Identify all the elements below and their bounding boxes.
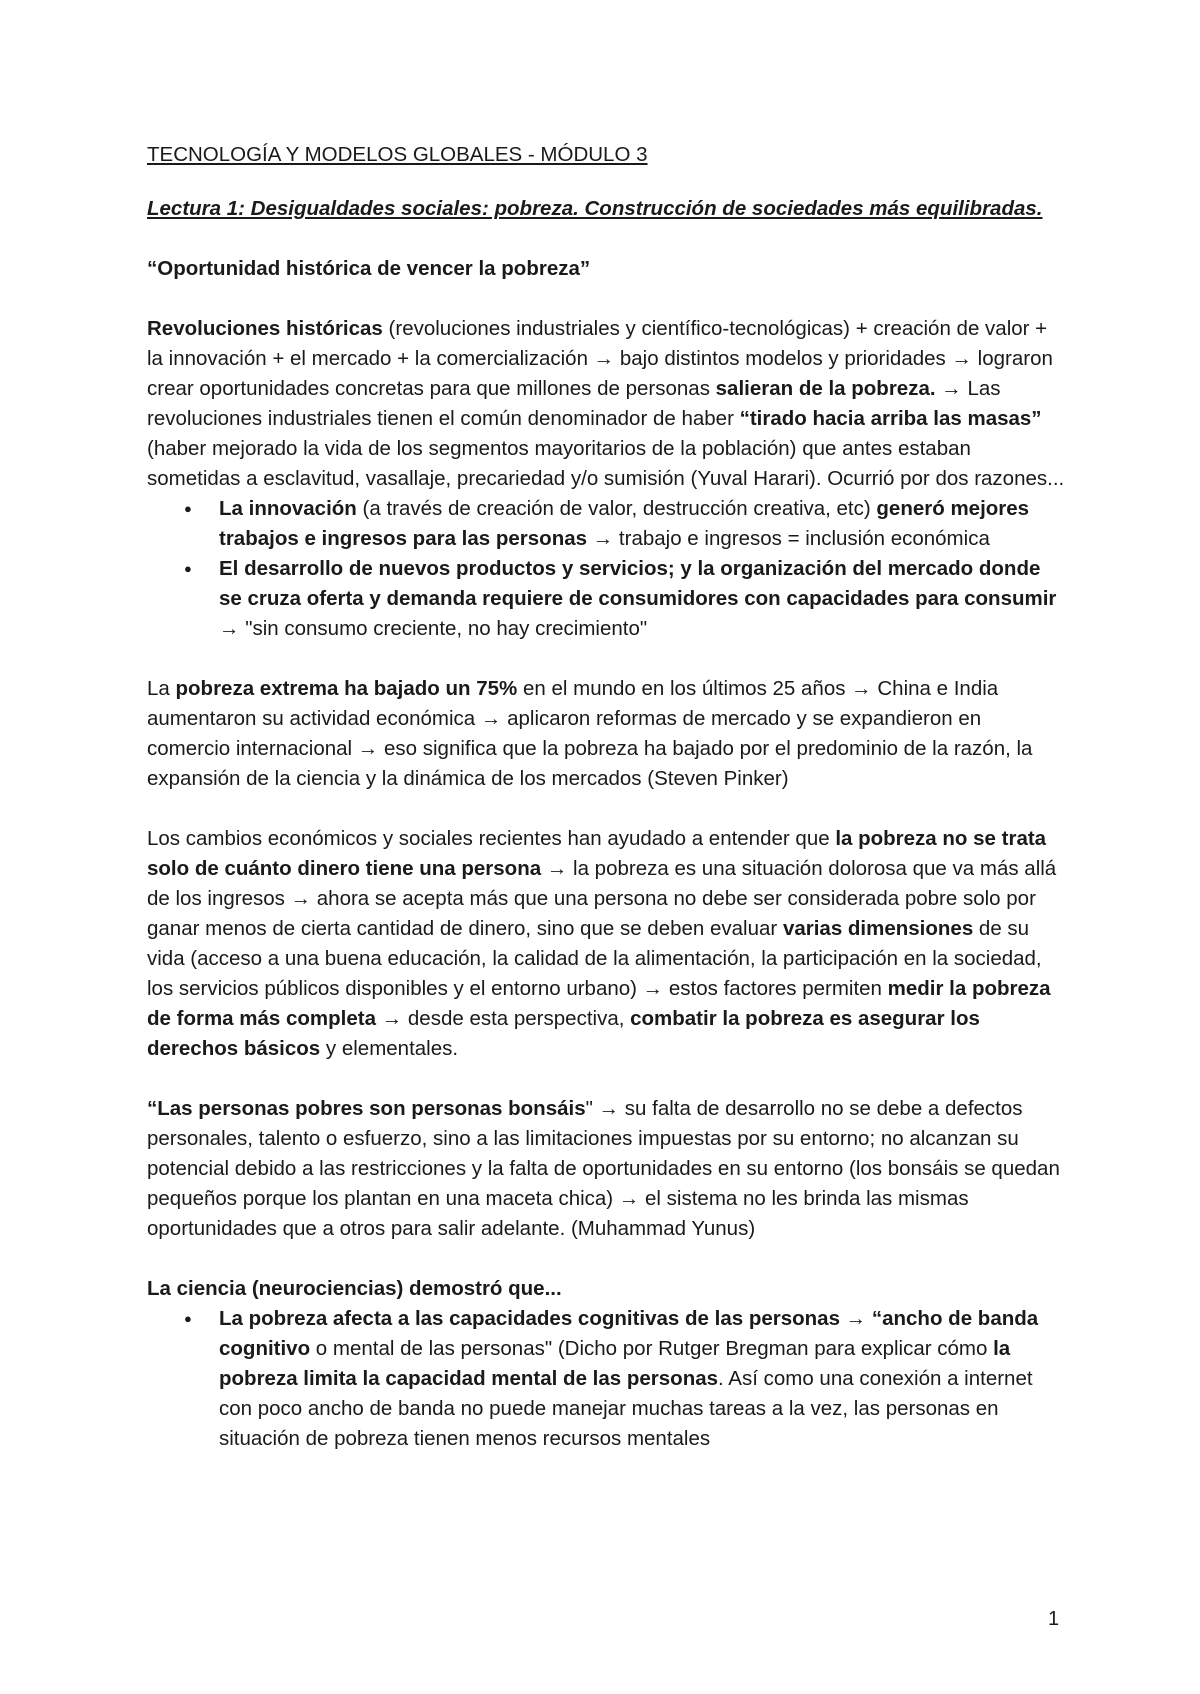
body-text: (a través de creación de valor, destrucción creativa, etc)	[356, 497, 877, 520]
bold-text: generó mejores trabajos e ingresos para las personas	[219, 497, 1030, 550]
body-text: (haber mejorado la vida de los segmentos mayoritarios de la población) que antes estaban sometidas a esclavitud, vasallaje, precariedad y/o sumisión (Yuval Harari). Ocurrió por dos razones...	[147, 437, 1065, 490]
body-text: y elementales.	[320, 1037, 459, 1060]
section-heading-ciencia	[147, 1274, 1067, 1304]
bold-text: El desarrollo de nuevos productos y servicios; y la organización del mercado donde se cruza oferta y demanda requiere de consumidores con capacidades para consumir	[219, 557, 1057, 610]
bold-text: Revoluciones históricas	[147, 317, 383, 340]
body-text: La	[147, 677, 176, 700]
page-number: 1	[1048, 1608, 1060, 1630]
bold-text: la pobreza limita la capacidad mental de las personas	[219, 1337, 1011, 1390]
document-title: TECNOLOGÍA Y MODELOS GLOBALES - MÓDULO 3	[147, 143, 648, 166]
body-text: → trabajo e ingresos = inclusión económica	[587, 527, 990, 550]
document-body	[147, 140, 1067, 1454]
bold-text: la pobreza no se trata solo de cuánto dinero tiene una persona	[147, 827, 1047, 880]
bold-text: La pobreza afecta a las capacidades cognitivas de las personas → “ancho de banda cognitivo	[219, 1307, 1039, 1360]
heading-text: La ciencia (neurociencias) demostró que...	[147, 1277, 562, 1300]
bold-text: varias dimensiones	[782, 917, 974, 940]
bold-text: “Las personas pobres son personas bonsáis	[147, 1097, 586, 1120]
body-text: . Así como una conexión a internet con poco ancho de banda no puede manejar muchas tareas a la vez, las personas en situación de pobreza tienen menos recursos mentales	[219, 1367, 1033, 1450]
body-text: " → su falta de desarrollo no se debe a defectos personales, talento o esfuerzo, sino a las limitaciones impuestas por su entorno; no alcanzan su potencial debido a las restricciones y la falta de oportunidades en su entorno (los bonsáis se quedan pequeños porque los plantan en una maceta chica) → el sistema no les brinda las mismas oportunidades que a otros para salir adelante. (Muhammad Yunus)	[147, 1097, 1060, 1240]
body-text: → desde esta perspectiva,	[376, 1007, 631, 1030]
list-item	[147, 554, 1067, 644]
bold-text: La innovación	[219, 497, 357, 520]
bullet-list-razones	[147, 494, 1067, 644]
body-text: → "sin consumo creciente, no hay crecimiento"	[219, 617, 648, 640]
bold-text: salieran de la pobreza.	[715, 377, 936, 400]
bold-text: pobreza extrema ha bajado un 75%	[175, 677, 518, 700]
body-text: → Las revoluciones industriales tienen el común denominador de haber	[147, 377, 1001, 430]
body-text: o mental de las personas" (Dicho por Rutger Bregman para explicar cómo	[310, 1337, 994, 1360]
paragraph-cambios	[147, 824, 1067, 1064]
bold-text: “tirado hacia arriba las masas”	[739, 407, 1042, 430]
paragraph-revoluciones	[147, 314, 1067, 494]
list-item	[147, 1304, 1067, 1454]
body-text: (revoluciones industriales y científico-tecnológicas) + creación de valor + la innovación + el mercado + la comercialización → bajo distintos modelos y prioridades → lograron crear oportunidades concretas para que millones de personas	[147, 317, 1053, 400]
quote-heading	[147, 254, 1067, 284]
bullet-list-ciencia	[147, 1304, 1067, 1454]
reading-title: Lectura 1: Desigualdades sociales: pobreza. Construcción de sociedades más equilibradas.	[147, 197, 1043, 220]
paragraph-pobreza-extrema	[147, 674, 1067, 794]
paragraph-bonsais	[147, 1094, 1067, 1244]
quote-heading-text: “Oportunidad histórica de vencer la pobreza”	[147, 257, 591, 280]
body-text: en el mundo en los últimos 25 años → China e India aumentaron su actividad económica → aplicaron reformas de mercado y se expandieron en comercio internacional → eso significa que la pobreza ha bajado por el predominio de la razón, la expansión de la ciencia y la dinámica de los mercados (Steven Pinker)	[147, 677, 1033, 790]
body-text: de su vida (acceso a una buena educación, la calidad de la alimentación, la participación en la sociedad, los servicios públicos disponibles y el entorno urbano) → estos factores permiten	[147, 917, 1042, 1000]
body-text: Los cambios económicos y sociales recientes han ayudado a entender que	[147, 827, 836, 850]
body-text: → la pobreza es una situación dolorosa que va más allá de los ingresos → ahora se acepta más que una persona no debe ser considerada pobre solo por ganar menos de cierta cantidad de dinero, sino que se deben evaluar	[147, 857, 1057, 940]
bold-text: medir la pobreza de forma más completa	[147, 977, 1051, 1030]
list-item	[147, 494, 1067, 554]
bold-text: combatir la pobreza es asegurar los derechos básicos	[147, 1007, 980, 1060]
